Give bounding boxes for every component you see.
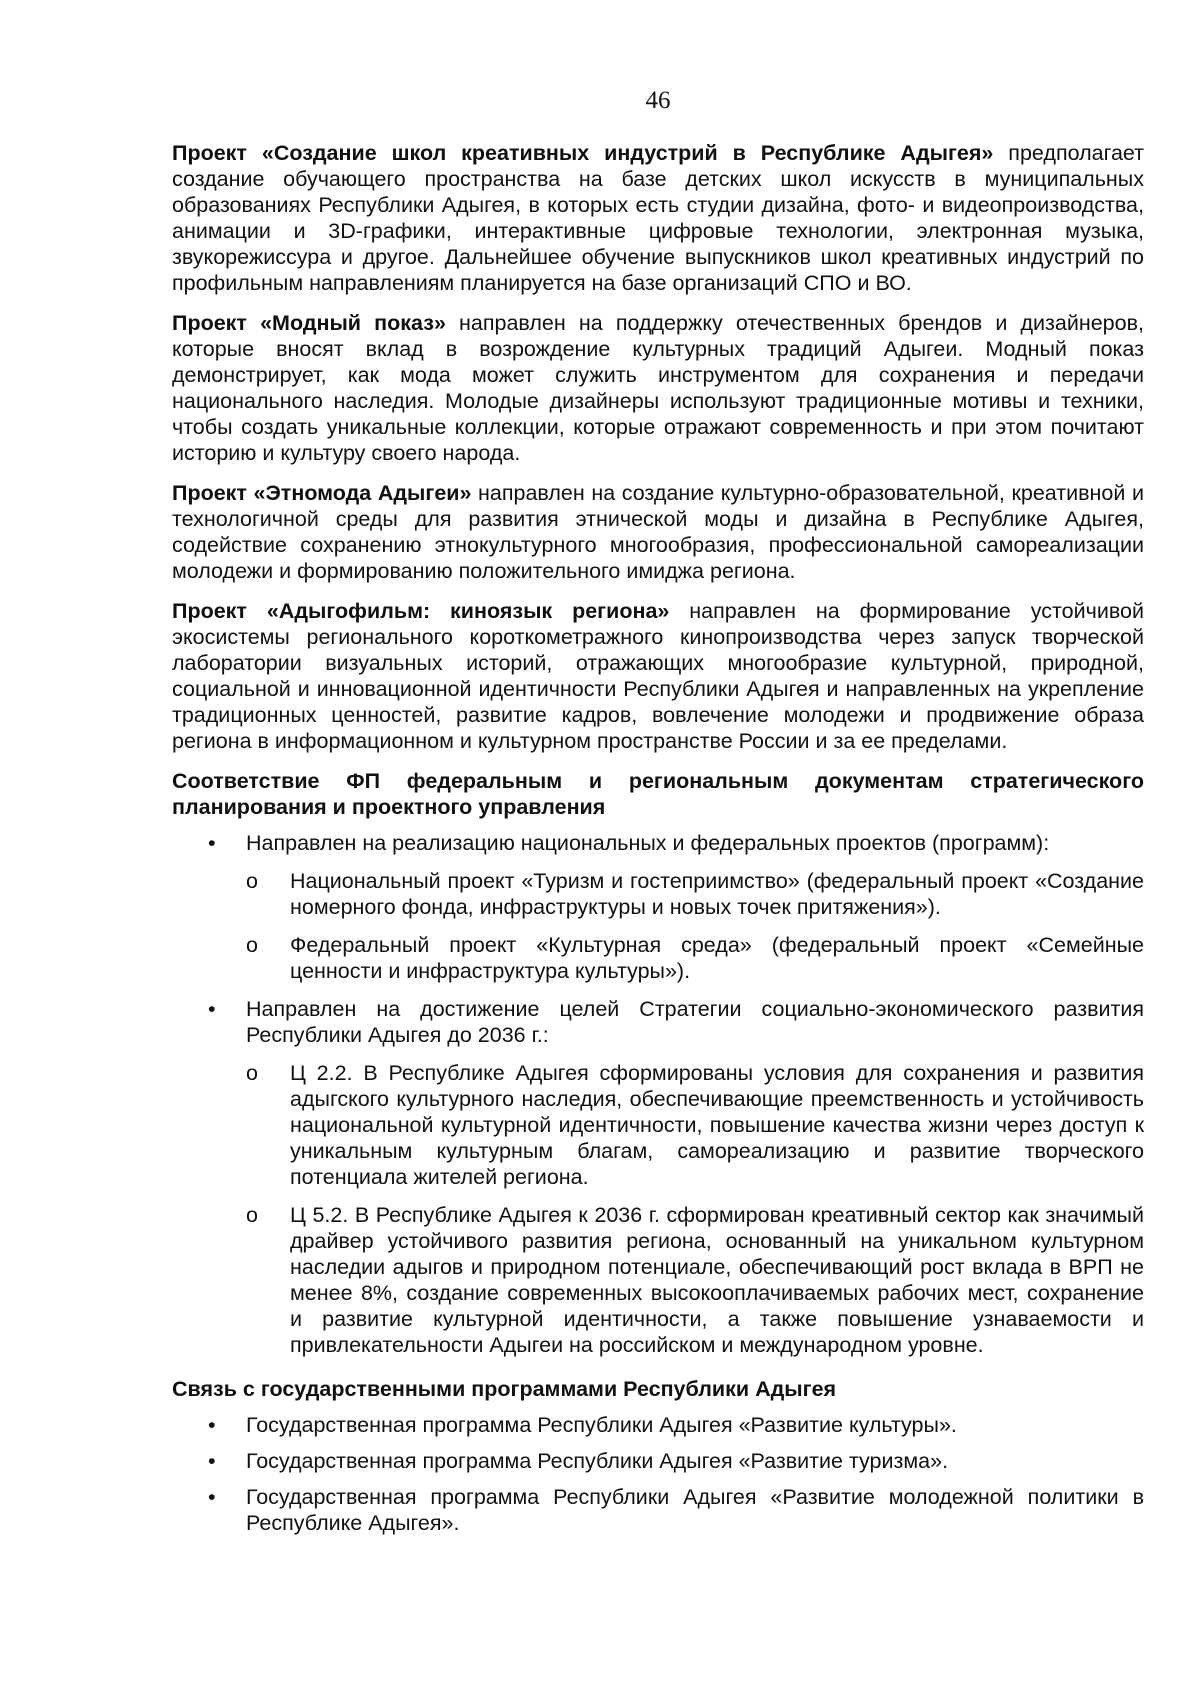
list-item: [172, 996, 1144, 1358]
sub-item-text: Ц 2.2. В Республике Адыгея сформированы условия для сохранения и развития адыгского культурного наследия, обеспечивающие преемственность и устойчивость национальной культурной идентичности, повышение качества жизни через доступ к уникальным культурным благам, самореализацию и развитие творческого потенциала жителей региона.: [290, 1061, 1144, 1189]
paragraph-fashion-show: [172, 310, 1144, 466]
sub-list-item: [246, 868, 1144, 920]
list-item-text: Государственная программа Республики Адыгея «Развитие культуры».: [246, 1413, 957, 1437]
bullet-icon: •: [208, 831, 216, 855]
paragraph-adygofilm: [172, 598, 1144, 754]
list-item-text: Государственная программа Республики Адыгея «Развитие туризма».: [246, 1449, 949, 1473]
paragraph-ethnofashion: [172, 480, 1144, 584]
list-item-text: Направлен на достижение целей Стратегии социально-экономического развития Республики Адыгея до 2036 г.:: [246, 997, 1144, 1047]
circle-bullet-icon: o: [246, 1203, 258, 1227]
page-number: 46: [645, 87, 671, 114]
compliance-list: [172, 830, 1144, 1358]
list-item: [172, 1448, 1144, 1474]
list-item-text: Направлен на реализацию национальных и федеральных проектов (программ):: [246, 831, 1050, 855]
sub-list-item: [246, 932, 1144, 984]
paragraph-school-project: [172, 140, 1144, 296]
paragraph-text: предполагает создание обучающего пространства на базе детских школ искусств в муниципальных образованиях Республики Адыгея, в которых есть студии дизайна, фото- и видеопроизводства, анимации и 3D-графики, интерактивные цифровые технологии, электронная музыка, звукорежиссура и другое. Дальнейшее обучение выпускников школ креативных индустрий по профильным направлениям планируется на базе организаций СПО и ВО.: [172, 141, 1144, 295]
paragraph-text: направлен на создание культурно-образовательной, креативной и технологичной среды для развития этнической моды и дизайна в Республике Адыгея, содействие сохранению этнокультурного многообразия, профессиональной самореализации молодежи и формированию положительного имиджа региона.: [172, 481, 1144, 583]
paragraph-lead: Проект «Этномода Адыгеи»: [172, 481, 472, 505]
circle-bullet-icon: o: [246, 1061, 258, 1085]
section-title-programs: Связь с государственными программами Республики Адыгея: [172, 1377, 837, 1401]
bullet-icon: •: [208, 1449, 216, 1473]
circle-bullet-icon: o: [246, 869, 258, 893]
bullet-icon: •: [208, 997, 216, 1021]
sub-item-text: Ц 5.2. В Республике Адыгея к 2036 г. сформирован креативный сектор как значимый драйвер устойчивого развития региона, основанный на уникальном культурном наследии адыгов и природном потенциале, обеспечивающий рост вклада в ВРП не менее 8%, создание современных высокооплачиваемых рабочих мест, сохранение и развитие культурной идентичности, а также повышение узнаваемости и привлекательности Адыгеи на российском и международном уровне.: [290, 1203, 1144, 1357]
section-title-compliance: Соответствие ФП федеральным и региональным документам стратегического планирования и проектного управления: [172, 769, 1144, 819]
sub-item-text: Национальный проект «Туризм и гостеприимство» (федеральный проект «Создание номерного фонда, инфраструктуры и новых точек притяжения»).: [290, 869, 1144, 919]
programs-list: [172, 1412, 1144, 1536]
paragraph-text: направлен на поддержку отечественных брендов и дизайнеров, которые вносят вклад в возрождение культурных традиций Адыгеи. Модный показ демонстрирует, как мода может служить инструментом для сохранения и передачи национального наследия. Молодые дизайнеры используют традиционные мотивы и техники, чтобы создать уникальные коллекции, которые отражают современность и при этом почитают историю и культуру своего народа.: [172, 311, 1144, 465]
bullet-icon: •: [208, 1485, 216, 1509]
paragraph-text: направлен на формирование устойчивой экосистемы регионального короткометражного кинопроизводства через запуск творческой лаборатории визуальных историй, отражающих многообразие культурной, природной, социальной и инновационной идентичности Республики Адыгея и направленных на укрепление традиционных ценностей, развитие кадров, вовлечение молодежи и продвижение образа региона в информационном и культурном пространстве России и за ее пределами.: [172, 599, 1144, 753]
list-item: [172, 1484, 1144, 1536]
circle-bullet-icon: o: [246, 933, 258, 957]
bullet-icon: •: [208, 1413, 216, 1437]
document-body: [172, 140, 1144, 1546]
list-item: [172, 1412, 1144, 1438]
sub-list-item: [246, 1202, 1144, 1358]
paragraph-lead: Проект «Адыгофильм: киноязык региона»: [172, 599, 670, 623]
sub-list-item: [246, 1060, 1144, 1190]
paragraph-lead: Проект «Создание школ креативных индустрий в Республике Адыгея»: [172, 141, 994, 165]
paragraph-lead: Проект «Модный показ»: [172, 311, 446, 335]
sub-list: [246, 868, 1144, 984]
sub-list: [246, 1060, 1144, 1358]
list-item: [172, 830, 1144, 984]
sub-item-text: Федеральный проект «Культурная среда» (федеральный проект «Семейные ценности и инфраструктура культуры»).: [290, 933, 1144, 983]
list-item-text: Государственная программа Республики Адыгея «Развитие молодежной политики в Республике Адыгея».: [246, 1485, 1144, 1535]
